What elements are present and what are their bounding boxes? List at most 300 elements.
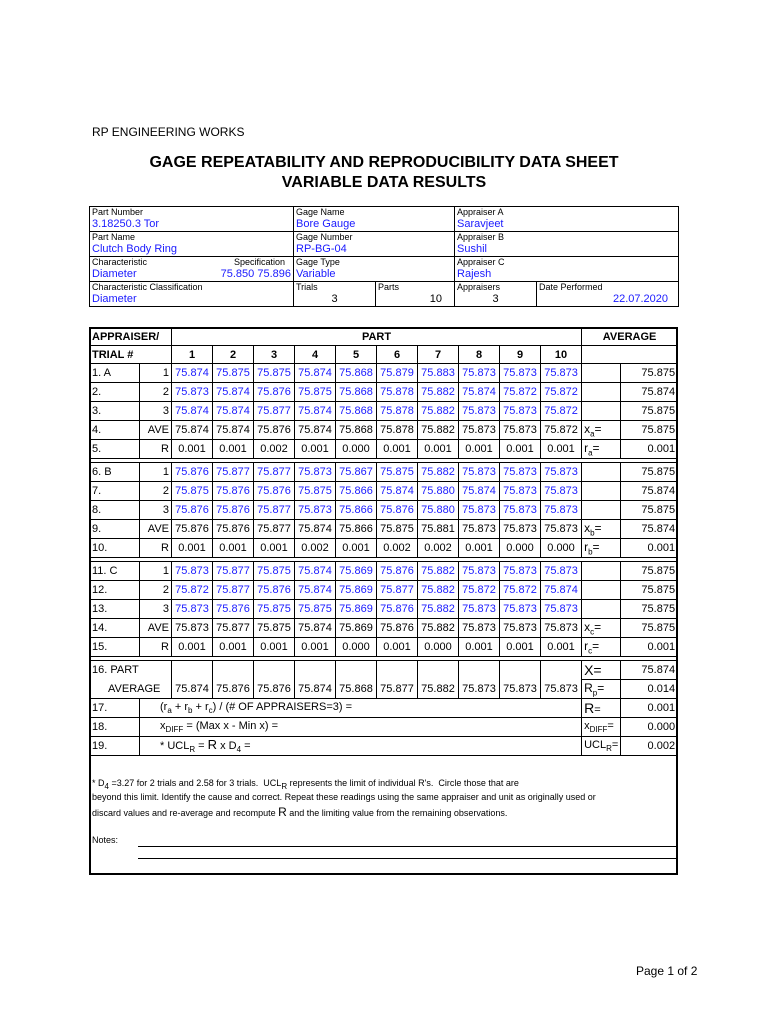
- table-row: [90, 440, 678, 459]
- header-part-2: 2: [213, 346, 254, 364]
- cell-part-9: 75.872: [500, 581, 541, 600]
- cell-part-6: 75.875: [377, 463, 418, 482]
- cell-part-1: 75.873: [172, 383, 213, 402]
- part-average-top-10: [541, 661, 582, 680]
- appraiser-a-label: Appraiser A: [457, 207, 504, 217]
- row-symbol: $x_c=$: [582, 619, 621, 638]
- header-part: PART: [172, 328, 582, 346]
- parts-value: 10: [429, 293, 443, 305]
- cell-part-1: 75.876: [172, 501, 213, 520]
- cell-part-5: 75.869: [336, 619, 377, 638]
- cell-part-7: 75.882: [418, 581, 459, 600]
- row-symbol: [582, 364, 621, 383]
- notes-line-1[interactable]: [138, 846, 676, 847]
- appraiser-c-cell: [455, 257, 679, 282]
- cell-part-9: 0.001: [500, 638, 541, 657]
- cell-part-3: 75.877: [254, 463, 295, 482]
- row-number: 6. B: [90, 463, 140, 482]
- row-average: 75.875: [621, 619, 678, 638]
- cell-part-4: 75.874: [295, 562, 336, 581]
- char-class-cell: [90, 282, 294, 307]
- cell-part-7: 75.881: [418, 520, 459, 539]
- part-average-9: 75.873: [500, 680, 541, 699]
- appraiser-b-label: Appraiser B: [457, 232, 505, 242]
- cell-part-3: 75.875: [254, 364, 295, 383]
- cell-part-5: 75.867: [336, 463, 377, 482]
- cell-part-10: 0.001: [541, 440, 582, 459]
- row-trial: 2: [140, 482, 172, 501]
- table-row: [90, 562, 678, 581]
- table-row: [90, 501, 678, 520]
- calc-formula: $(r_a + r_b + r_c)$ / (# OF APPRAISERS=3) =: [140, 699, 582, 718]
- cell-part-4: 75.874: [295, 421, 336, 440]
- cell-part-10: 0.001: [541, 638, 582, 657]
- appraiser-a-value: Saravjeet: [457, 218, 504, 230]
- cell-part-5: 75.868: [336, 383, 377, 402]
- char-class-label: Characteristic Classification: [92, 282, 203, 292]
- calc-row-number: 19.: [90, 737, 140, 756]
- characteristic-cell: [90, 257, 294, 282]
- header-part-10: 10: [541, 346, 582, 364]
- cell-part-4: 75.873: [295, 501, 336, 520]
- cell-part-8: 75.873: [459, 364, 500, 383]
- part-name-label: Part Name: [92, 232, 136, 242]
- row-symbol: [582, 383, 621, 402]
- row-number: 8.: [90, 501, 140, 520]
- row-trial: R: [140, 539, 172, 558]
- row-trial: 2: [140, 383, 172, 402]
- cell-part-5: 75.868: [336, 364, 377, 383]
- row-trial: 1: [140, 562, 172, 581]
- gage-type-value: Variable: [296, 268, 336, 280]
- cell-part-1: 0.001: [172, 440, 213, 459]
- cell-part-7: 75.880: [418, 501, 459, 520]
- part-average-top-3: [254, 661, 295, 680]
- cell-part-7: 75.880: [418, 482, 459, 501]
- cell-part-7: 75.882: [418, 562, 459, 581]
- header-part-9: 9: [500, 346, 541, 364]
- cell-part-2: 75.877: [213, 562, 254, 581]
- part-average-8: 75.873: [459, 680, 500, 699]
- row-trial: R: [140, 638, 172, 657]
- cell-part-7: 0.001: [418, 440, 459, 459]
- calc-row-number: 17.: [90, 699, 140, 718]
- cell-part-2: 75.874: [213, 402, 254, 421]
- cell-part-5: 75.868: [336, 402, 377, 421]
- cell-part-10: 75.873: [541, 463, 582, 482]
- cell-part-5: 0.001: [336, 539, 377, 558]
- appraiser-b-cell: [455, 232, 679, 257]
- row-average: 75.875: [621, 581, 678, 600]
- part-name-cell: [90, 232, 294, 257]
- cell-part-5: 75.869: [336, 600, 377, 619]
- cell-part-3: 75.875: [254, 600, 295, 619]
- cell-part-1: 75.874: [172, 402, 213, 421]
- appraiser-c-value: Rajesh: [457, 268, 492, 280]
- row-number: 15.: [90, 638, 140, 657]
- cell-part-6: 75.879: [377, 364, 418, 383]
- cell-part-2: 75.874: [213, 421, 254, 440]
- cell-part-2: 75.875: [213, 364, 254, 383]
- cell-part-4: 0.001: [295, 440, 336, 459]
- header-row-1: [90, 328, 678, 346]
- cell-part-4: 0.001: [295, 638, 336, 657]
- cell-part-10: 75.873: [541, 619, 582, 638]
- cell-part-10: 75.873: [541, 600, 582, 619]
- cell-part-8: 0.001: [459, 539, 500, 558]
- date-value: 22.07.2020: [612, 293, 669, 305]
- cell-part-2: 75.876: [213, 501, 254, 520]
- range-parts-value: 0.014: [621, 680, 678, 699]
- cell-part-5: 75.868: [336, 421, 377, 440]
- table-row: [90, 581, 678, 600]
- row-number: 12.: [90, 581, 140, 600]
- cell-part-1: 75.873: [172, 600, 213, 619]
- cell-part-3: 75.877: [254, 501, 295, 520]
- cell-part-8: 75.873: [459, 562, 500, 581]
- cell-part-9: 75.873: [500, 562, 541, 581]
- cell-part-3: 0.001: [254, 638, 295, 657]
- grand-average-value: 75.874: [621, 661, 678, 680]
- cell-part-6: 75.878: [377, 383, 418, 402]
- calc-row-number: 18.: [90, 718, 140, 737]
- appraiser-a-cell: [455, 207, 679, 232]
- cell-part-2: 75.877: [213, 619, 254, 638]
- part-number-label: Part Number: [92, 207, 144, 217]
- row-trial: AVE: [140, 520, 172, 539]
- header-part-3: 3: [254, 346, 295, 364]
- cell-part-4: 75.875: [295, 383, 336, 402]
- gage-type-cell: [294, 257, 455, 282]
- cell-part-10: 75.872: [541, 421, 582, 440]
- row-trial: 3: [140, 501, 172, 520]
- cell-part-1: 0.001: [172, 539, 213, 558]
- gage-number-value: RP-BG-04: [296, 243, 347, 255]
- trials-cell: [294, 282, 376, 307]
- calc-formula: $x_{DIFF} = (Max$ x - Min x) =: [140, 718, 582, 737]
- cell-part-9: 0.000: [500, 539, 541, 558]
- header-part-4: 4: [295, 346, 336, 364]
- calc-row: [90, 699, 678, 718]
- row-average: 75.874: [621, 482, 678, 501]
- calc-formula: * $UCL_R = R$ x $D_4$ =: [140, 737, 582, 756]
- appraiser-c-label: Appraiser C: [457, 257, 505, 267]
- page-title: GAGE REPEATABILITY AND REPRODUCIBILITY DATA SHEET: [149, 154, 619, 171]
- cell-part-1: 75.873: [172, 619, 213, 638]
- row-trial: AVE: [140, 421, 172, 440]
- row-symbol: $r_a=$: [582, 440, 621, 459]
- cell-part-2: 0.001: [213, 539, 254, 558]
- cell-part-4: 75.874: [295, 402, 336, 421]
- cell-part-2: 75.876: [213, 600, 254, 619]
- row-trial: 1: [140, 364, 172, 383]
- trials-value: 3: [331, 293, 338, 305]
- table-row: [90, 520, 678, 539]
- calc-symbol: $x_{DIFF}=$: [582, 718, 621, 737]
- gage-name-label: Gage Name: [296, 207, 345, 217]
- cell-part-9: 75.873: [500, 619, 541, 638]
- appraisers-value: 3: [492, 293, 499, 305]
- date-cell: [537, 282, 679, 307]
- calc-value: 0.002: [621, 737, 678, 756]
- cell-part-8: 75.874: [459, 383, 500, 402]
- characteristic-label: Characteristic: [92, 257, 148, 267]
- row-average: 75.875: [621, 501, 678, 520]
- cell-part-3: 75.876: [254, 383, 295, 402]
- cell-part-6: 75.877: [377, 581, 418, 600]
- row-number: 9.: [90, 520, 140, 539]
- cell-part-10: 75.873: [541, 482, 582, 501]
- cell-part-7: 75.883: [418, 364, 459, 383]
- cell-part-6: 75.876: [377, 562, 418, 581]
- cell-part-2: 0.001: [213, 440, 254, 459]
- cell-part-8: 75.873: [459, 421, 500, 440]
- cell-part-3: 0.001: [254, 539, 295, 558]
- cell-part-3: 75.876: [254, 421, 295, 440]
- cell-part-10: 75.873: [541, 520, 582, 539]
- row-average: 0.001: [621, 638, 678, 657]
- header-average-blank: [582, 346, 678, 364]
- calc-value: 0.000: [621, 718, 678, 737]
- header-appraiser: APPRAISER/: [90, 328, 172, 346]
- cell-part-6: 75.875: [377, 520, 418, 539]
- cell-part-8: 75.873: [459, 619, 500, 638]
- cell-part-9: 75.873: [500, 421, 541, 440]
- row-number: 10.: [90, 539, 140, 558]
- cell-part-4: 75.875: [295, 600, 336, 619]
- row-trial: 3: [140, 402, 172, 421]
- cell-part-1: 75.876: [172, 463, 213, 482]
- part-average-label: 16. PART: [90, 661, 172, 680]
- cell-part-6: 75.876: [377, 600, 418, 619]
- cell-part-10: 75.873: [541, 501, 582, 520]
- cell-part-5: 0.000: [336, 638, 377, 657]
- row-trial: 1: [140, 463, 172, 482]
- row-symbol: $x_a=$: [582, 421, 621, 440]
- gage-number-label: Gage Number: [296, 232, 353, 242]
- part-average-6: 75.877: [377, 680, 418, 699]
- cell-part-9: 75.873: [500, 520, 541, 539]
- cell-part-9: 75.873: [500, 501, 541, 520]
- cell-part-6: 75.878: [377, 421, 418, 440]
- cell-part-4: 75.875: [295, 482, 336, 501]
- cell-part-4: 75.874: [295, 619, 336, 638]
- cell-part-8: 75.873: [459, 600, 500, 619]
- row-number: 11. C: [90, 562, 140, 581]
- row-number: 5.: [90, 440, 140, 459]
- part-average-3: 75.876: [254, 680, 295, 699]
- cell-part-1: 75.874: [172, 364, 213, 383]
- cell-part-6: 75.876: [377, 501, 418, 520]
- row-average: 75.875: [621, 463, 678, 482]
- part-average-5: 75.868: [336, 680, 377, 699]
- range-parts-symbol: $R_p=$: [582, 680, 621, 699]
- cell-part-6: 0.001: [377, 638, 418, 657]
- specification-value: 75.850 75.896: [220, 268, 291, 280]
- header-part-1: 1: [172, 346, 213, 364]
- table-row: [90, 402, 678, 421]
- footnote-line3: discard values and re-average and recompute R and the limiting value from the remaining observations.: [92, 805, 508, 819]
- table-row: [90, 364, 678, 383]
- cell-part-8: 75.872: [459, 581, 500, 600]
- cell-part-5: 0.000: [336, 440, 377, 459]
- part-average-4: 75.874: [295, 680, 336, 699]
- header-average: AVERAGE: [582, 328, 678, 346]
- row-symbol: [582, 581, 621, 600]
- cell-part-6: 75.878: [377, 402, 418, 421]
- table-row: [90, 421, 678, 440]
- row-number: 2.: [90, 383, 140, 402]
- header-part-6: 6: [377, 346, 418, 364]
- footnote-line1: * $D_4 =3.27$ for 2 trials and 2.58 for 3 trials. $UCL_R$ represents the limit of individual R's. Circle those that are: [92, 778, 519, 791]
- gage-type-label: Gage Type: [296, 257, 340, 267]
- part-average-top-5: [336, 661, 377, 680]
- row-symbol: $r_b=$: [582, 539, 621, 558]
- cell-part-5: 75.866: [336, 501, 377, 520]
- row-symbol: [582, 482, 621, 501]
- row-average: 75.875: [621, 364, 678, 383]
- gage-number-cell: [294, 232, 455, 257]
- header-trial: TRIAL #: [90, 346, 172, 364]
- cell-part-7: 75.882: [418, 600, 459, 619]
- table-row: [90, 383, 678, 402]
- table-row: [90, 638, 678, 657]
- cell-part-5: 75.866: [336, 520, 377, 539]
- part-average-top-2: [213, 661, 254, 680]
- calc-symbol: $UCL_R=$: [582, 737, 621, 756]
- row-number: 7.: [90, 482, 140, 501]
- cell-part-6: 0.002: [377, 539, 418, 558]
- table-row: [90, 482, 678, 501]
- cell-part-7: 75.882: [418, 619, 459, 638]
- cell-part-6: 75.876: [377, 619, 418, 638]
- cell-part-3: 0.002: [254, 440, 295, 459]
- table-row: [90, 539, 678, 558]
- cell-part-9: 75.873: [500, 463, 541, 482]
- row-trial: R: [140, 440, 172, 459]
- header-part-5: 5: [336, 346, 377, 364]
- cell-part-7: 75.882: [418, 383, 459, 402]
- cell-part-5: 75.869: [336, 581, 377, 600]
- part-average-row-1: [90, 661, 678, 680]
- row-average: 75.875: [621, 562, 678, 581]
- company-name: RP ENGINEERING WORKS: [92, 125, 245, 139]
- cell-part-3: 75.875: [254, 619, 295, 638]
- gage-name-cell: [294, 207, 455, 232]
- parts-cell: [376, 282, 455, 307]
- row-symbol: [582, 562, 621, 581]
- characteristic-value: Diameter: [92, 268, 137, 280]
- cell-part-1: 75.873: [172, 562, 213, 581]
- cell-part-9: 75.873: [500, 600, 541, 619]
- cell-part-1: 75.872: [172, 581, 213, 600]
- cell-part-3: 75.877: [254, 520, 295, 539]
- cell-part-4: 75.873: [295, 463, 336, 482]
- row-average: 75.874: [621, 520, 678, 539]
- cell-part-1: 75.874: [172, 421, 213, 440]
- cell-part-8: 75.873: [459, 402, 500, 421]
- row-number: 14.: [90, 619, 140, 638]
- part-average-label2: AVERAGE: [90, 680, 172, 699]
- appraisers-cell: [455, 282, 537, 307]
- row-number: 3.: [90, 402, 140, 421]
- row-symbol: $r_c=$: [582, 638, 621, 657]
- cell-part-4: 75.874: [295, 364, 336, 383]
- notes-line-2[interactable]: [138, 858, 676, 859]
- footnote-line2: beyond this limit. Identify the cause and correct. Repeat these readings using the same appraiser and unit as originally used or: [92, 792, 596, 802]
- row-average: 75.875: [621, 421, 678, 440]
- row-symbol: [582, 501, 621, 520]
- row-number: 1. A: [90, 364, 140, 383]
- calc-row: [90, 718, 678, 737]
- part-average-row-2: [90, 680, 678, 699]
- part-average-top-7: [418, 661, 459, 680]
- table-row: [90, 463, 678, 482]
- cell-part-2: 75.877: [213, 581, 254, 600]
- row-trial: AVE: [140, 619, 172, 638]
- cell-part-9: 75.873: [500, 364, 541, 383]
- part-average-top-4: [295, 661, 336, 680]
- cell-part-7: 0.000: [418, 638, 459, 657]
- cell-part-10: 75.874: [541, 581, 582, 600]
- cell-part-3: 75.876: [254, 482, 295, 501]
- row-average: 0.001: [621, 440, 678, 459]
- appraiser-b-value: Sushil: [457, 243, 487, 255]
- table-row: [90, 619, 678, 638]
- cell-part-3: 75.875: [254, 562, 295, 581]
- part-average-top-6: [377, 661, 418, 680]
- cell-part-1: 0.001: [172, 638, 213, 657]
- cell-part-5: 75.866: [336, 482, 377, 501]
- date-label: Date Performed: [539, 282, 603, 292]
- cell-part-1: 75.876: [172, 520, 213, 539]
- row-average: 75.875: [621, 402, 678, 421]
- cell-part-7: 75.882: [418, 402, 459, 421]
- header-row-2: [90, 346, 678, 364]
- specification-label: Specification: [233, 257, 285, 267]
- row-number: 4.: [90, 421, 140, 440]
- gage-name-value: Bore Gauge: [296, 218, 356, 230]
- cell-part-6: 0.001: [377, 440, 418, 459]
- cell-part-8: 0.001: [459, 638, 500, 657]
- cell-part-6: 75.874: [377, 482, 418, 501]
- cell-part-9: 75.873: [500, 402, 541, 421]
- calc-symbol: R=: [582, 699, 621, 718]
- cell-part-8: 75.873: [459, 463, 500, 482]
- appraisers-label: Appraisers: [457, 282, 501, 292]
- part-average-1: 75.874: [172, 680, 213, 699]
- part-average-top-9: [500, 661, 541, 680]
- part-average-2: 75.876: [213, 680, 254, 699]
- cell-part-8: 75.874: [459, 482, 500, 501]
- cell-part-9: 75.873: [500, 482, 541, 501]
- page-subtitle: VARIABLE DATA RESULTS: [281, 174, 487, 191]
- part-average-7: 75.882: [418, 680, 459, 699]
- cell-part-4: 75.874: [295, 581, 336, 600]
- cell-part-9: 75.872: [500, 383, 541, 402]
- cell-part-1: 75.875: [172, 482, 213, 501]
- parts-label: Parts: [378, 282, 400, 292]
- row-average: 75.874: [621, 383, 678, 402]
- cell-part-3: 75.876: [254, 581, 295, 600]
- cell-part-7: 75.882: [418, 421, 459, 440]
- info-table: [89, 206, 679, 307]
- part-number-value: 3.18250.3 Tor: [92, 218, 160, 230]
- row-symbol: [582, 402, 621, 421]
- row-trial: 3: [140, 600, 172, 619]
- cell-part-7: 0.002: [418, 539, 459, 558]
- notes-label: Notes:: [92, 835, 119, 845]
